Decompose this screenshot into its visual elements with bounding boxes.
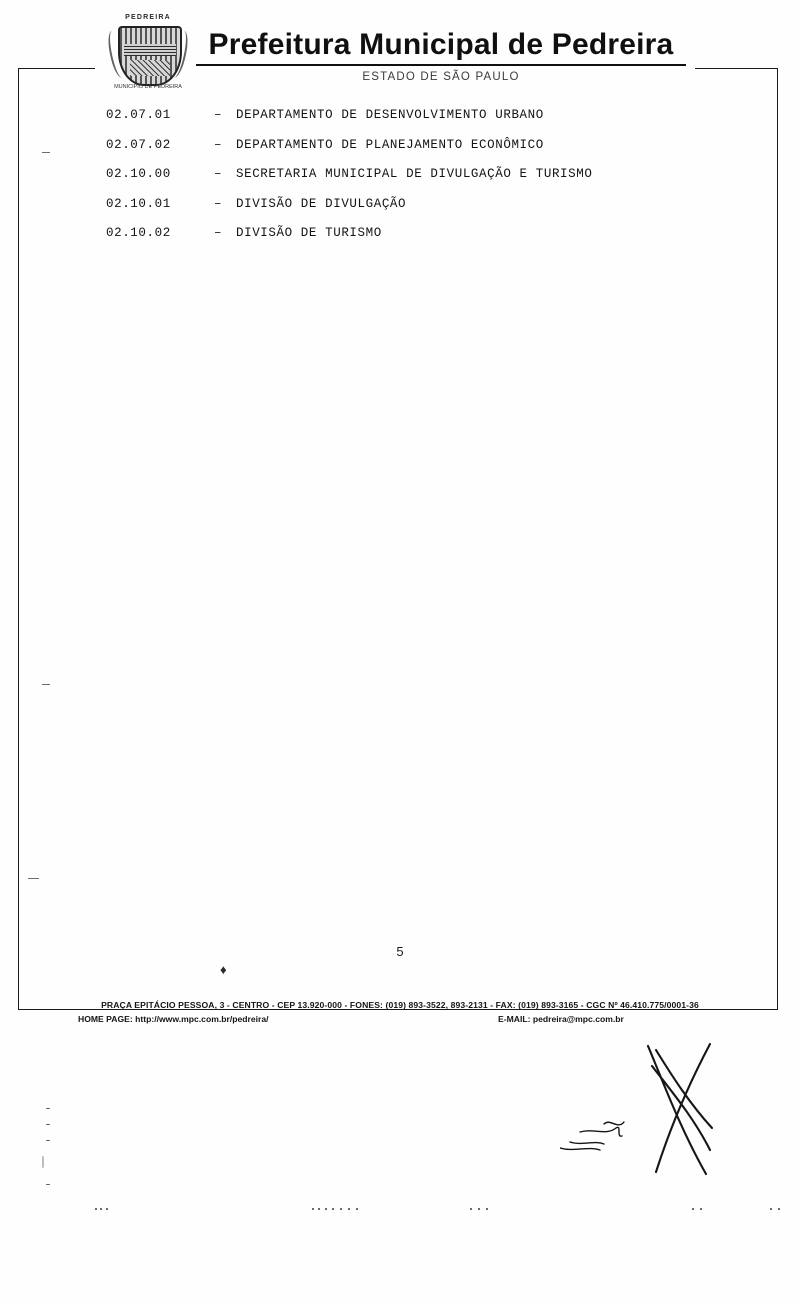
footer-homepage: HOME PAGE: http://www.mpc.com.br/pedreira/ [78,1014,269,1024]
scan-artifact-mark [46,1140,50,1141]
entry-dash: – [214,226,223,240]
list-item [106,226,706,240]
entry-code: 02.10.01 [106,196,171,211]
entry-dash: – [214,137,223,152]
handwritten-signature [560,1032,750,1182]
entry-code: 02.07.01 [106,108,171,122]
organizational-structure-list [106,108,706,256]
footer-email: E-MAIL: pedreira@mpc.com.br [498,1014,624,1024]
page-subtitle: ESTADO DE SÃO PAULO [362,71,520,83]
scan-artifact-mark [42,152,50,153]
entry-code: 02.07.02 [106,137,171,152]
footer-contact-row [0,1014,800,1026]
page-number: 5 [396,944,404,959]
scan-artifact-mark [46,1108,50,1109]
scan-noise-row [0,1208,800,1212]
footer-address: PRAÇA EPITÁCIO PESSOA, 3 - CENTRO - CEP 13.920-000 - FONES: (019) 893-3522, 893-2131 - FAX: (019) 893-3165 - CGC Nº 46.410.775/0001-36 [101,1000,699,1010]
stray-ink-mark: ♦ [220,962,227,977]
scan-artifact-mark [46,1184,50,1185]
entry-dash: – [214,108,223,122]
crest-shield [118,26,182,86]
document-footer [0,1000,800,1026]
entry-code: 02.10.00 [106,167,171,181]
scan-artifact-mark [42,1156,44,1168]
entry-dash: – [214,167,223,181]
coat-of-arms-icon [104,14,192,110]
crest-bottom-label: MUNICIPIO DE PEDREIRA [114,84,182,90]
entry-dash: – [214,196,223,211]
list-item [106,138,706,152]
crest-top-label: PEDREIRA [125,14,171,21]
title-block [196,28,686,83]
list-item [106,108,706,122]
entry-label: DIVISÃO DE TURISMO [236,226,382,240]
signature-strokes [560,1032,750,1182]
entry-label: SECRETARIA MUNICIPAL DE DIVULGAÇÃO E TURISMO [236,167,593,181]
entry-label: DEPARTAMENTO DE DESENVOLVIMENTO URBANO [236,108,544,122]
entry-code: 02.10.02 [106,226,171,240]
list-item [106,167,706,181]
scan-artifact-mark [28,878,39,879]
entry-label: DIVISÃO DE DIVULGAÇÃO [236,196,407,211]
document-header [0,8,800,100]
page-title: Prefeitura Municipal de Pedreira [196,28,686,66]
list-item [106,197,706,211]
scan-artifact-mark [42,684,50,685]
entry-label: DEPARTAMENTO DE PLANEJAMENTO ECONÔMICO [236,137,544,152]
scan-artifact-mark [46,1124,50,1125]
